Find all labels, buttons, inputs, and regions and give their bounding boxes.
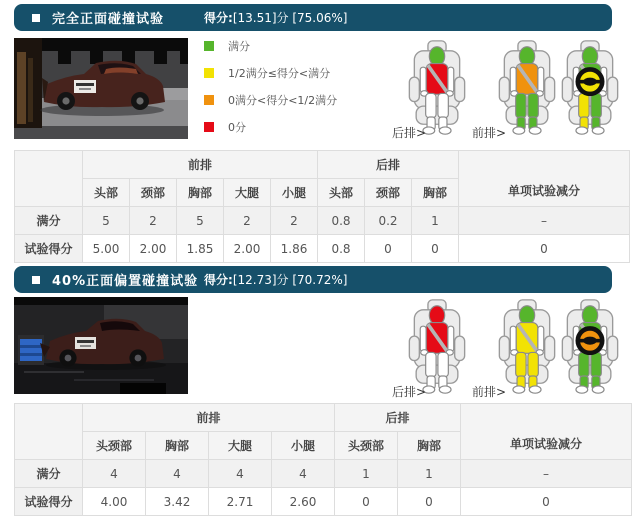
body-region-header: 胸部	[146, 432, 209, 460]
body-region-header: 颈部	[130, 179, 177, 207]
dummy-figure	[498, 38, 556, 138]
score-value: [13.51]分 [75.06%]	[232, 11, 348, 25]
table-cell: 3.42	[146, 488, 209, 516]
section-header-offset	[14, 266, 612, 293]
table-cell: 2.71	[209, 488, 272, 516]
table-cell: 0	[459, 235, 630, 263]
score-table-full-frontal	[14, 150, 630, 263]
body-region-header: 颈部	[365, 179, 412, 207]
row-label-cell: 满分	[15, 207, 83, 235]
table-cell: 2.00	[224, 235, 271, 263]
table-cell: 0.8	[318, 207, 365, 235]
body-region-header: 胸部	[177, 179, 224, 207]
body-region-header: 胸部	[412, 179, 459, 207]
square-bullet-icon	[32, 276, 40, 284]
body-region-header: 小腿	[272, 432, 335, 460]
table-cell: 1.85	[177, 235, 224, 263]
score-prefix: 得分:	[204, 273, 233, 287]
table-cell: 1	[335, 460, 398, 488]
table-cell: 4	[209, 460, 272, 488]
section-title: 完全正面碰撞试验	[52, 12, 165, 27]
row-label-cell: 试验得分	[15, 235, 83, 263]
rear-dummy	[408, 297, 466, 397]
table-cell: 0	[461, 488, 632, 516]
section-score	[204, 271, 347, 288]
front-passenger-dummy	[498, 297, 556, 397]
section-content-offset	[14, 297, 631, 400]
table-cell: 5	[83, 207, 130, 235]
score-table-offset	[14, 403, 632, 516]
deduction-column-header: 单项试验减分	[461, 404, 632, 460]
rear-dummy	[408, 38, 466, 138]
front-passenger-dummy	[498, 38, 556, 138]
body-region-header: 大腿	[224, 179, 271, 207]
table-cell: –	[461, 460, 632, 488]
front-row-group-header: 前排	[83, 151, 318, 179]
table-cell: 5.00	[83, 235, 130, 263]
table-cell: 2	[130, 207, 177, 235]
front-row-label: 前排>	[472, 385, 507, 399]
dummy-figure	[561, 38, 619, 138]
table-cell: 0	[335, 488, 398, 516]
legend-item-label: 0满分<得分<1/2满分	[228, 93, 338, 107]
dummy-figure	[498, 297, 556, 397]
score-prefix: 得分:	[204, 11, 233, 25]
rear-row-label: 后排>	[392, 126, 427, 140]
dummy-diagram-offset	[14, 297, 631, 400]
table-cell	[15, 151, 83, 207]
table-cell: 1.86	[271, 235, 318, 263]
square-bullet-icon	[32, 14, 40, 22]
table-cell: 2	[224, 207, 271, 235]
body-region-header: 头颈部	[335, 432, 398, 460]
front-row-group-header: 前排	[83, 404, 335, 432]
table-cell: 1	[412, 207, 459, 235]
rear-row-group-header: 后排	[335, 404, 461, 432]
table-cell	[15, 404, 83, 460]
score-value: [12.73]分 [70.72%]	[232, 273, 348, 287]
row-label-cell: 试验得分	[15, 488, 83, 516]
body-region-header: 头部	[83, 179, 130, 207]
dummy-figure	[408, 38, 466, 138]
table-cell: 0.8	[318, 235, 365, 263]
table-cell: 5	[177, 207, 224, 235]
body-region-header: 头颈部	[83, 432, 146, 460]
table-cell: 4.00	[83, 488, 146, 516]
dummy-diagram-full-frontal	[14, 38, 631, 141]
section-header-full-frontal	[14, 4, 612, 31]
table-cell: 4	[272, 460, 335, 488]
section-content-full-frontal	[14, 38, 631, 141]
front-driver-dummy	[561, 38, 619, 138]
section-score	[204, 9, 347, 26]
section-title: 40%正面偏置碰撞试验	[52, 274, 199, 289]
deduction-column-header: 单项试验减分	[459, 151, 630, 207]
table-cell: 2.60	[272, 488, 335, 516]
row-label-cell: 满分	[15, 460, 83, 488]
body-region-header: 胸部	[398, 432, 461, 460]
table-cell: 0	[398, 488, 461, 516]
rear-row-group-header: 后排	[318, 151, 459, 179]
legend-item-label: 满分	[228, 39, 250, 53]
table-cell: 0	[412, 235, 459, 263]
table-cell: 0.2	[365, 207, 412, 235]
table-cell: 4	[146, 460, 209, 488]
table-cell: 4	[83, 460, 146, 488]
legend-item-label: 1/2满分≤得分<满分	[228, 66, 331, 80]
body-region-header: 大腿	[209, 432, 272, 460]
front-row-label: 前排>	[472, 126, 507, 140]
table-cell: 2.00	[130, 235, 177, 263]
rear-row-label: 后排>	[392, 385, 427, 399]
table-cell: 2	[271, 207, 318, 235]
body-region-header: 头部	[318, 179, 365, 207]
table-cell: 1	[398, 460, 461, 488]
dummy-figure	[408, 297, 466, 397]
body-region-header: 小腿	[271, 179, 318, 207]
legend-item-label: 0分	[228, 120, 246, 134]
front-driver-dummy	[561, 297, 619, 397]
dummy-figure	[561, 297, 619, 397]
table-cell: –	[459, 207, 630, 235]
table-cell: 0	[365, 235, 412, 263]
